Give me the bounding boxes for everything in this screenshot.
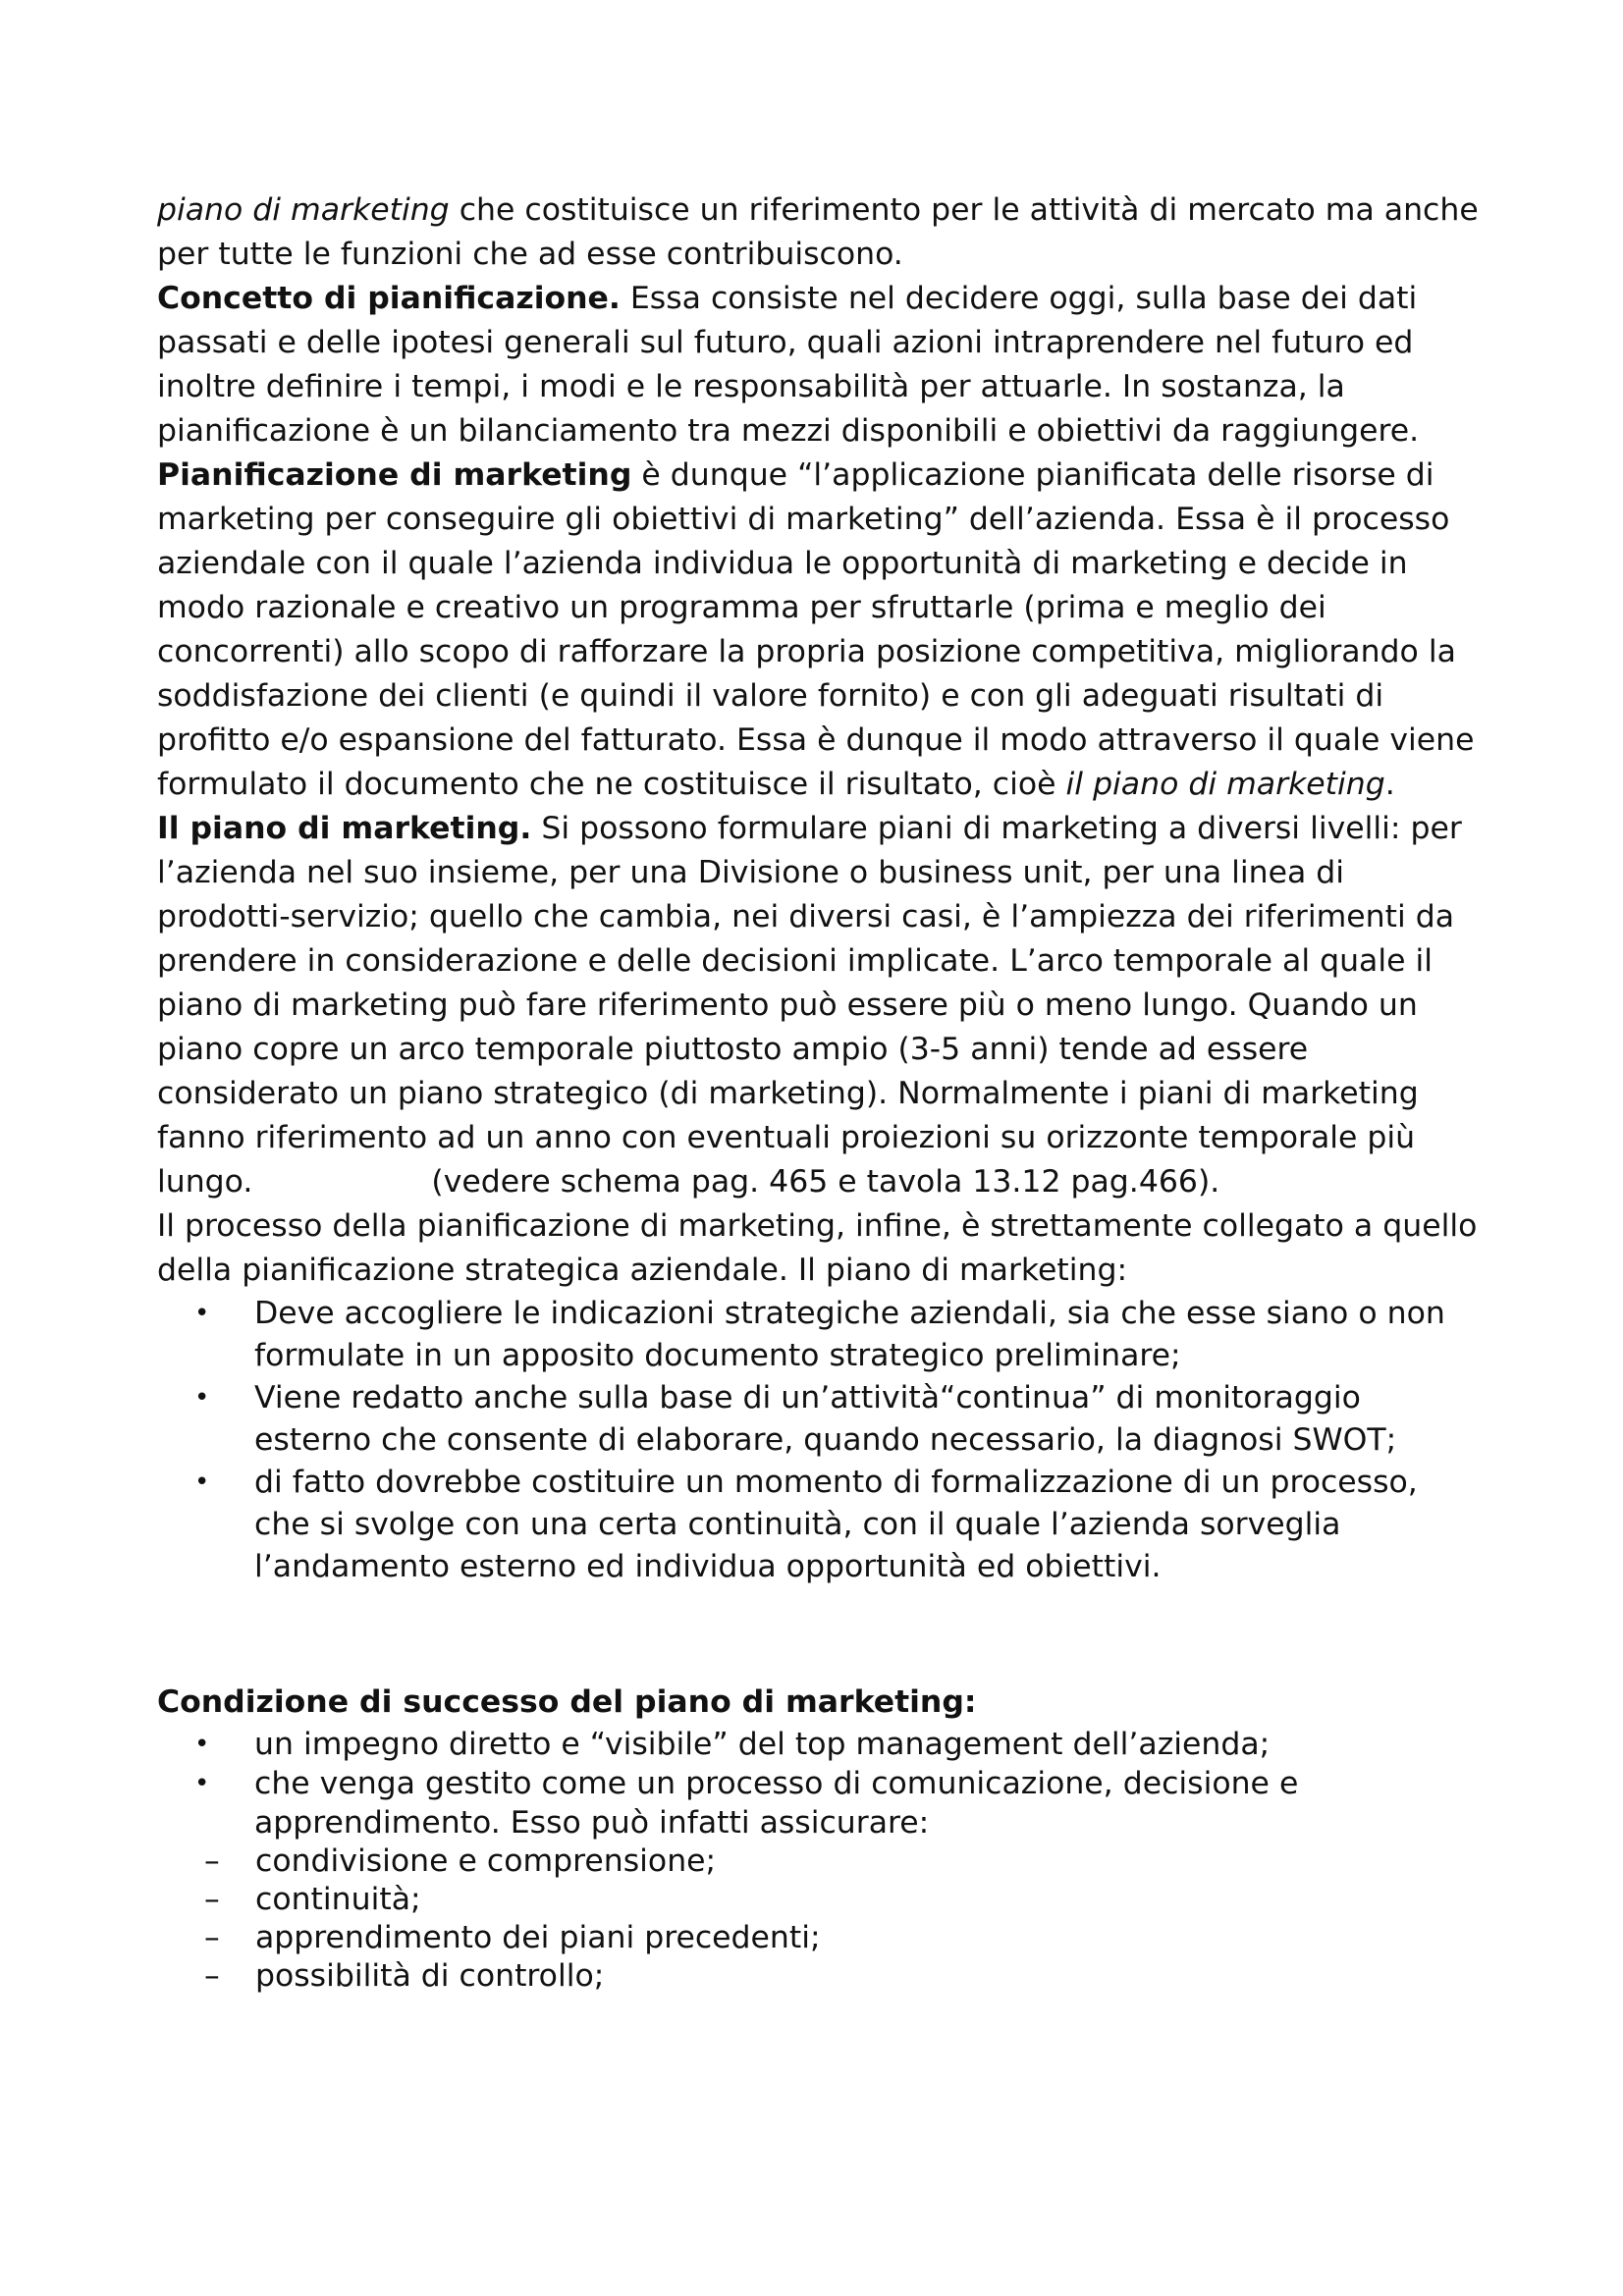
bullet-icon: • — [194, 1730, 210, 1759]
section-heading-condizione — [157, 1681, 1483, 1725]
paragraph-piano — [157, 807, 1483, 1204]
dash-list — [157, 1842, 1483, 1996]
paragraph-concetto — [157, 277, 1483, 454]
section-gap — [157, 1588, 1483, 1681]
dash-item — [204, 1842, 1483, 1881]
dash-item-text: apprendimento dei piani precedenti; — [255, 1920, 821, 1955]
list-item — [194, 1293, 1483, 1377]
bullet-icon: • — [194, 1769, 210, 1798]
condizione-heading: Condizione di successo del piano di marketing: — [157, 1684, 977, 1720]
list-item-text: che venga gestito come un processo di comunicazione, decisione e apprendimento. Esso può infatti assicurare: — [254, 1766, 1299, 1841]
dash-item — [204, 1919, 1483, 1957]
bullet-icon: • — [194, 1383, 210, 1413]
dash-item-text: condivisione e comprensione; — [255, 1843, 717, 1879]
concetto-text: Essa consiste nel decidere oggi, sulla base dei dati passati e delle ipotesi generali sul futuro, quali azioni intraprendere nel futuro ed inoltre definire i tempi, i modi e le responsabilità per attuarle. In sostanza, la pianificazione è un bilanciamento tra mezzi disponibili e obiettivi da raggiungere. — [157, 281, 1420, 449]
bullet-list-piano — [157, 1293, 1483, 1588]
intro-italic: piano di marketing — [157, 192, 450, 228]
dash-icon: – — [204, 1843, 220, 1879]
list-item-text: Deve accogliere le indicazioni strategiche aziendali, sia che esse siano o non formulate in un apposito documento strategico preliminare; — [254, 1296, 1445, 1373]
list-item — [194, 1725, 1483, 1764]
document-page — [157, 188, 1483, 1996]
bullet-icon: • — [194, 1299, 210, 1328]
piano-heading: Il piano di marketing. — [157, 811, 532, 846]
list-item-text: Viene redatto anche sulla base di un’attività“continua” di monitoraggio esterno che consente di elaborare, quando necessario, la diagnosi SWOT; — [254, 1380, 1397, 1458]
concetto-heading: Concetto di pianificazione. — [157, 281, 621, 316]
pianificazione-end: . — [1384, 767, 1395, 802]
piano-text: Si possono formulare piani di marketing a diversi livelli: per l’azienda nel suo insieme, per una Divisione o business unit, per una linea di prodotti-servizio; quello che cambia, nei diversi casi, è l’ampiezza dei riferimenti da prendere in considerazione e delle decisioni implicate. L’arco temporale al quale il piano di marketing può fare riferimento può essere più o meno lungo. Quando un piano copre un arco temporale piuttosto ampio (3-5 anni) tende ad essere considerato un piano strategico (di marketing). Normalmente i piani di marketing fanno riferimento ad un anno con eventuali proiezioni su orizzonte temporale più lungo. — [157, 811, 1462, 1200]
bullet-list-condizione — [157, 1725, 1483, 1996]
paragraph-processo: Il processo della pianificazione di marketing, infine, è strettamente collegato a quello della pianificazione strategica aziendale. Il piano di marketing: — [157, 1208, 1478, 1288]
paragraph-pianificazione — [157, 454, 1483, 807]
pianificazione-italic-end: il piano di marketing — [1065, 767, 1385, 802]
list-item-text: di fatto dovrebbe costituire un momento di formalizzazione di un processo, che si svolge con una certa continuità, con il quale l’azienda sorveglia l’andamento esterno ed individua opportunità ed obiettivi. — [254, 1465, 1418, 1584]
dash-item-text: possibilità di controllo; — [255, 1958, 605, 1994]
list-item — [194, 1462, 1483, 1588]
pianificazione-text: è dunque “l’applicazione pianificata delle risorse di marketing per conseguire gli obiettivi di marketing” dell’azienda. Essa è il processo aziendale con il quale l’azienda individua le opportunità di marketing e decide in modo razionale e creativo un programma per sfruttarle (prima e meglio dei concorrenti) allo scopo di rafforzare la propria posizione competitiva, migliorando la soddisfazione dei clienti (e quindi il valore fornito) e con gli adeguati risultati di profitto e/o espansione del fatturato. Essa è dunque il modo attraverso il quale viene formulato il documento che ne costituisce il risultato, cioè — [157, 457, 1475, 802]
dash-item — [204, 1957, 1483, 1996]
bullet-icon: • — [194, 1468, 210, 1497]
dash-item — [204, 1881, 1483, 1919]
dash-icon: – — [204, 1920, 220, 1955]
list-item — [194, 1377, 1483, 1462]
intro-text: che costituisce un riferimento per le attività di mercato ma anche per tutte le funzioni che ad esse contribuiscono. — [157, 192, 1479, 272]
list-item — [194, 1764, 1483, 1996]
dash-icon: – — [204, 1958, 220, 1994]
dash-item-text: continuità; — [255, 1882, 421, 1917]
dash-icon: – — [204, 1882, 220, 1917]
pianificazione-heading: Pianificazione di marketing — [157, 457, 632, 493]
piano-reference: (vedere schema pag. 465 e tavola 13.12 pag.466). — [431, 1164, 1220, 1200]
paragraph-intro — [157, 188, 1483, 277]
list-item-text: un impegno diretto e “visibile” del top management dell’azienda; — [254, 1727, 1271, 1762]
